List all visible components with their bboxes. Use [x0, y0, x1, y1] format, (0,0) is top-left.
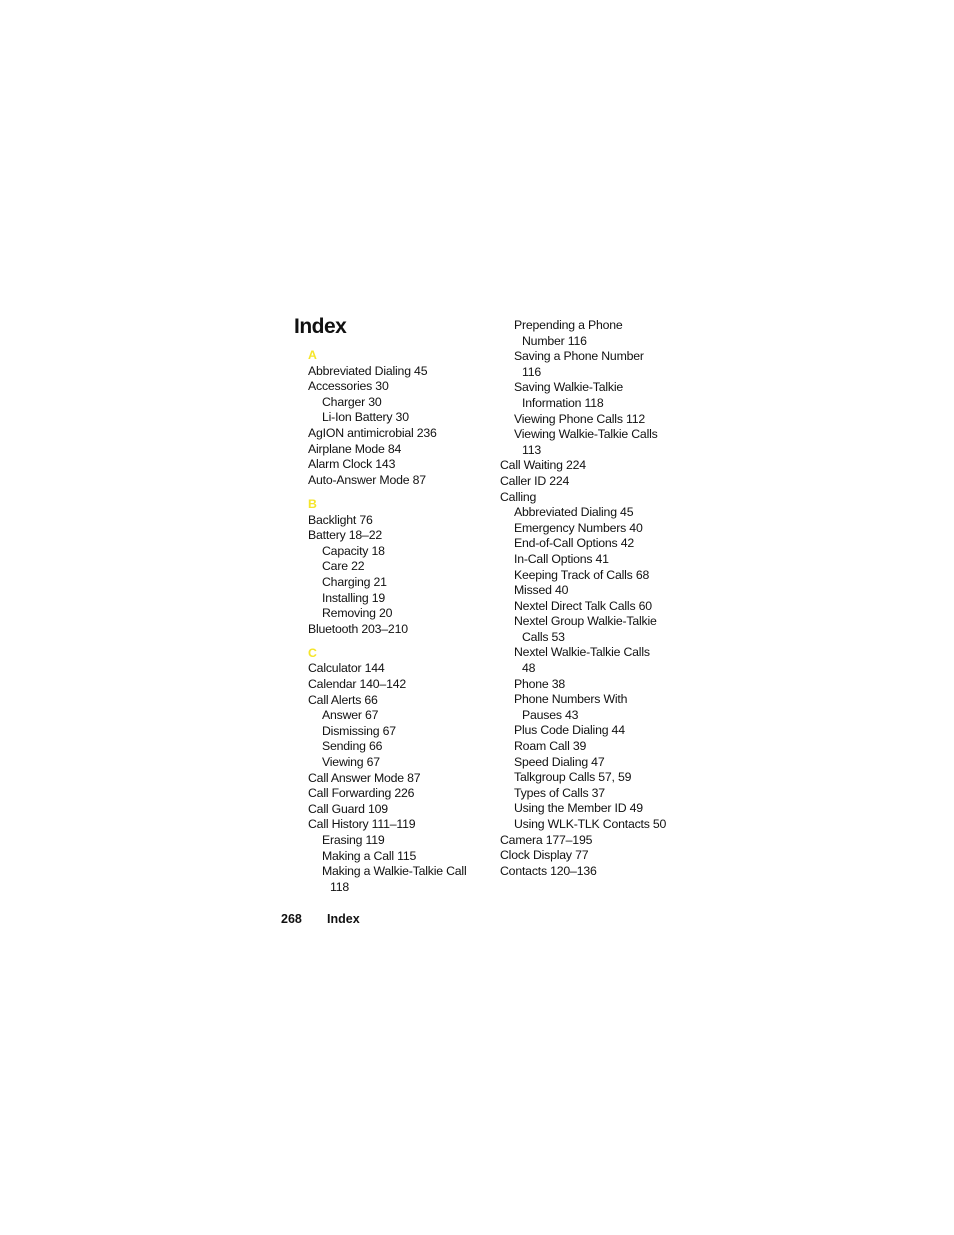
index-entry: Call Guard 109 — [308, 801, 388, 816]
index-subentry: Nextel Direct Talk Calls 60 — [514, 598, 652, 613]
index-subentry: Care 22 — [322, 559, 365, 574]
index-subentry: Types of Calls 37 — [514, 785, 605, 800]
index-entry: AgION antimicrobial 236 — [308, 425, 437, 440]
index-subentry: Using the Member ID 49 — [514, 801, 643, 816]
index-subentry: Keeping Track of Calls 68 — [514, 567, 650, 582]
index-subentry: Charger 30 — [322, 394, 382, 409]
index-entry: Calling — [500, 489, 537, 504]
index-subentry: Information 118 — [522, 395, 604, 410]
index-entry: Airplane Mode 84 — [308, 441, 402, 456]
index-entry: Call Waiting 224 — [500, 458, 586, 473]
index-subentry: 118 — [330, 879, 350, 894]
index-column-right — [500, 318, 700, 879]
index-column-left — [308, 348, 508, 895]
index-entry: Call Alerts 66 — [308, 692, 378, 707]
index-letter-heading: C — [308, 645, 317, 660]
index-entry: Clock Display 77 — [500, 848, 589, 863]
index-entry: Calculator 144 — [308, 661, 385, 676]
index-subentry: 116 — [522, 364, 542, 379]
index-subentry: Using WLK-TLK Contacts 50 — [514, 817, 667, 831]
index-entry: Contacts 120–136 — [500, 863, 597, 878]
index-subentry: Abbreviated Dialing 45 — [514, 505, 634, 520]
index-entry: Alarm Clock 143 — [308, 457, 396, 472]
index-subentry: Installing 19 — [322, 590, 386, 605]
index-subentry: Prepending a Phone — [514, 318, 623, 332]
index-subentry: Answer 67 — [322, 708, 379, 723]
index-subentry: Erasing 119 — [322, 833, 385, 847]
index-subentry: Phone 38 — [514, 676, 566, 691]
index-entry: Bluetooth 203–210 — [308, 621, 408, 636]
index-entry: Accessories 30 — [308, 379, 389, 394]
index-subentry: Talkgroup Calls 57, 59 — [514, 770, 632, 785]
footer-section-label: Index — [327, 912, 360, 926]
index-entry: Call Answer Mode 87 — [308, 770, 421, 785]
index-subentry: 113 — [522, 442, 542, 457]
index-entry: Abbreviated Dialing 45 — [308, 363, 428, 378]
index-subentry: Viewing 67 — [322, 755, 380, 770]
index-entry: Backlight 76 — [308, 512, 373, 527]
index-entry: Auto-Answer Mode 87 — [308, 472, 426, 487]
index-entry: Battery 18–22 — [308, 528, 382, 543]
index-subentry: Calls 53 — [522, 629, 565, 644]
index-subentry: Phone Numbers With — [514, 692, 628, 707]
index-subentry: Saving Walkie-Talkie — [514, 380, 623, 395]
index-subentry: Making a Call 115 — [322, 848, 417, 863]
index-subentry: Charging 21 — [322, 574, 387, 589]
index-subentry: Sending 66 — [322, 739, 383, 754]
index-subentry: Making a Walkie-Talkie Call — [322, 864, 467, 879]
index-subentry: In-Call Options 41 — [514, 551, 609, 566]
index-letter-heading: B — [308, 496, 317, 511]
index-subentry: 48 — [522, 661, 536, 676]
index-entry: Camera 177–195 — [500, 832, 593, 847]
index-entry: Call History 111–119 — [308, 817, 416, 832]
index-subentry: Roam Call 39 — [514, 739, 587, 754]
index-subentry: Nextel Group Walkie-Talkie — [514, 614, 657, 629]
page-footer — [281, 912, 360, 926]
index-subentry: Li-Ion Battery 30 — [322, 410, 409, 425]
index-subentry: Capacity 18 — [322, 543, 385, 558]
index-subentry: Removing 20 — [322, 606, 393, 621]
index-entry: Caller ID 224 — [500, 473, 570, 488]
index-letter-heading: A — [308, 348, 317, 362]
index-subentry: Missed 40 — [514, 583, 569, 598]
index-entry: Call Forwarding 226 — [308, 786, 415, 801]
index-subentry: Pauses 43 — [522, 707, 579, 722]
page-number: 268 — [281, 912, 302, 926]
index-subentry: Saving a Phone Number — [514, 349, 644, 364]
index-subentry: Nextel Walkie-Talkie Calls — [514, 645, 650, 660]
index-subentry: Speed Dialing 47 — [514, 754, 605, 769]
index-entry: Calendar 140–142 — [308, 677, 406, 692]
index-subentry: Dismissing 67 — [322, 723, 396, 738]
index-subentry: Plus Code Dialing 44 — [514, 723, 625, 738]
index-subentry: Viewing Walkie-Talkie Calls — [514, 427, 658, 442]
index-subentry: Viewing Phone Calls 112 — [514, 411, 645, 426]
index-subentry: Number 116 — [522, 333, 587, 348]
index-subentry: Emergency Numbers 40 — [514, 520, 643, 535]
index-subentry: End-of-Call Options 42 — [514, 536, 634, 551]
page-title: Index — [294, 315, 347, 338]
